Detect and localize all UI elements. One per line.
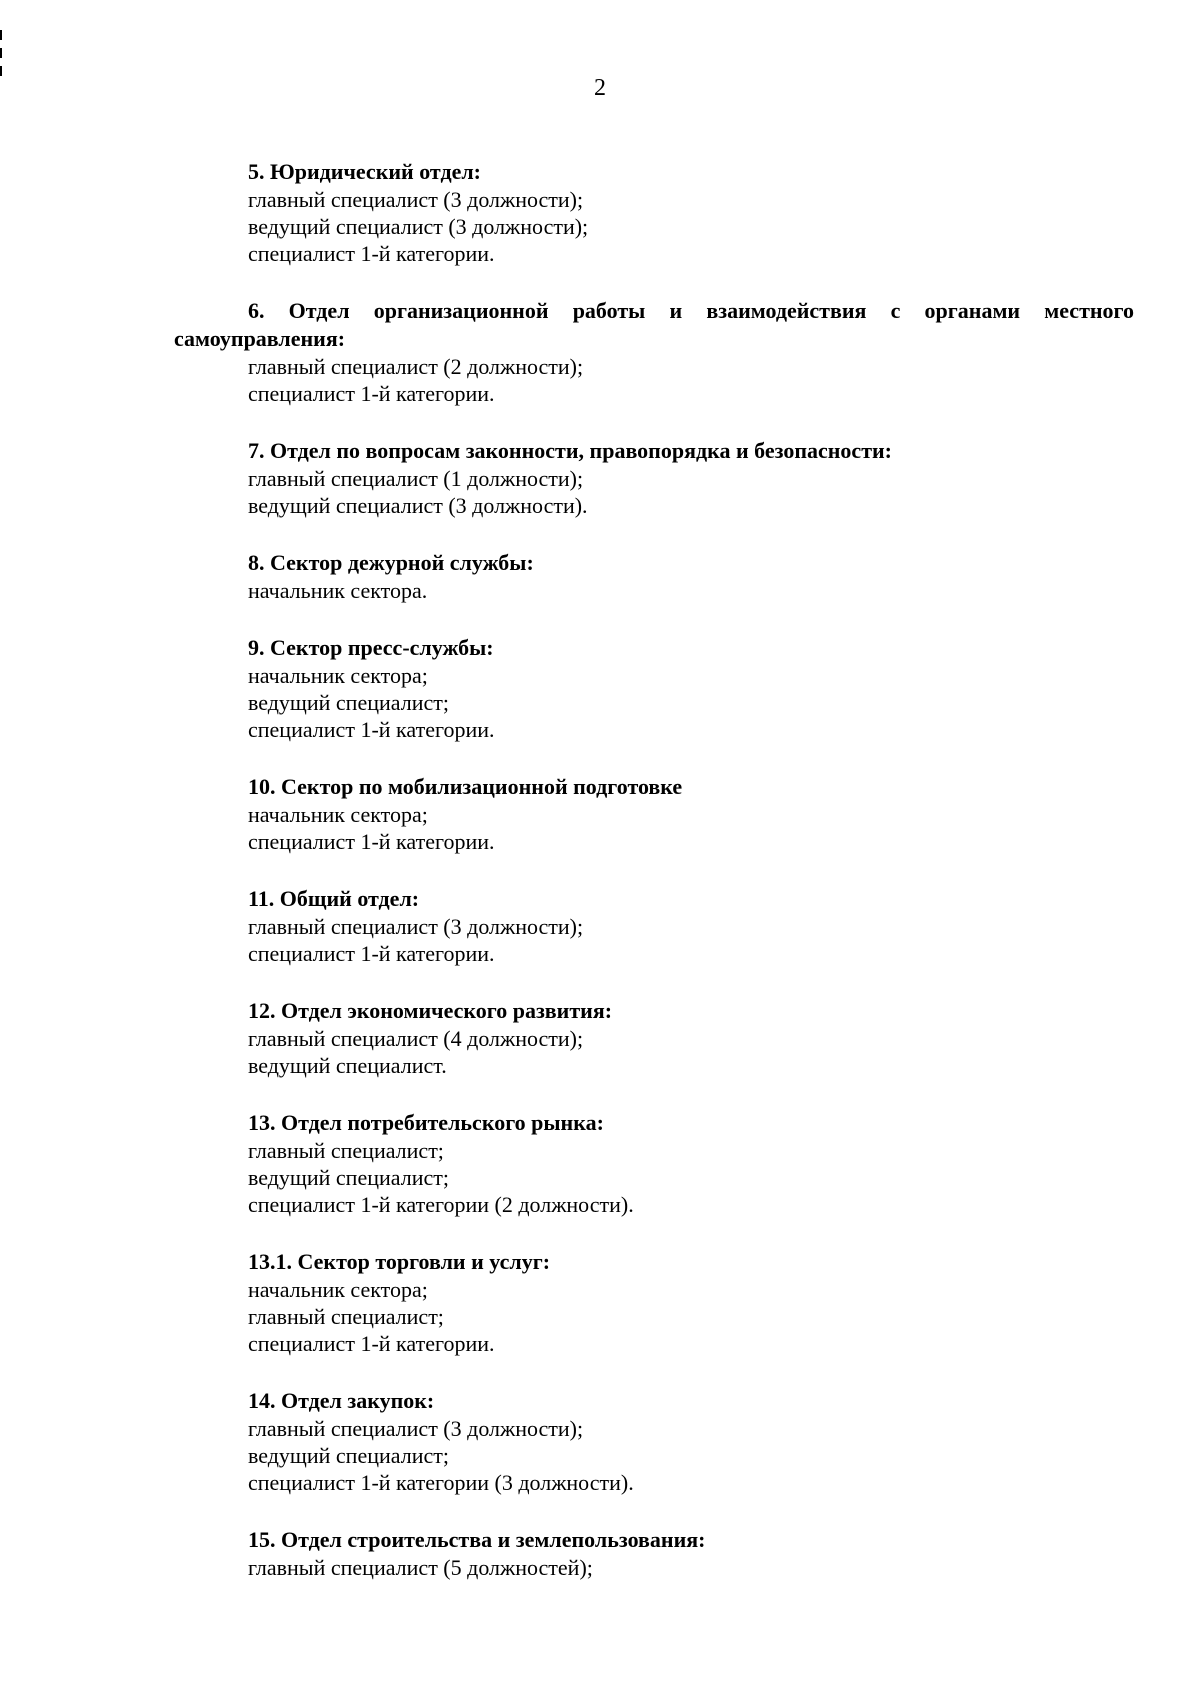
- position-item: ведущий специалист (3 должности).: [248, 493, 588, 518]
- section-title: 5. Юридический отдел:: [248, 159, 482, 184]
- position-item: начальник сектора.: [248, 578, 428, 603]
- position-item: специалист 1-й категории.: [248, 241, 495, 266]
- position-item: ведущий специалист (3 должности);: [248, 214, 589, 239]
- scan-mark: [0, 48, 2, 58]
- section-mobilization: [174, 773, 1134, 855]
- section-title-line-2: самоуправления:: [174, 326, 346, 351]
- position-item: специалист 1-й категории.: [248, 1331, 495, 1356]
- position-item: специалист 1-й категории (3 должности).: [248, 1470, 634, 1495]
- position-item: главный специалист (1 должности);: [248, 466, 584, 491]
- position-item: главный специалист (3 должности);: [248, 187, 584, 212]
- section-title: 12. Отдел экономического развития:: [248, 998, 613, 1023]
- page-number: 2: [594, 75, 606, 101]
- position-item: специалист 1-й категории.: [248, 717, 495, 742]
- section-title: 10. Сектор по мобилизационной подготовке: [248, 774, 683, 799]
- position-item: главный специалист (3 должности);: [248, 1416, 584, 1441]
- section-law-order-security: [174, 437, 1134, 519]
- position-item: главный специалист (3 должности);: [248, 914, 584, 939]
- position-item: специалист 1-й категории (2 должности).: [248, 1192, 634, 1217]
- section-trade-services: [174, 1248, 1134, 1357]
- document-body: [174, 158, 1134, 1611]
- position-item: специалист 1-й категории.: [248, 381, 495, 406]
- position-item: главный специалист;: [248, 1304, 444, 1329]
- position-item: главный специалист (2 должности);: [248, 354, 584, 379]
- section-title: 13.1. Сектор торговли и услуг:: [248, 1249, 551, 1274]
- section-title: 13. Отдел потребительского рынка:: [248, 1110, 604, 1135]
- position-item: главный специалист;: [248, 1138, 444, 1163]
- position-item: ведущий специалист;: [248, 1443, 449, 1468]
- position-item: специалист 1-й категории.: [248, 941, 495, 966]
- position-item: ведущий специалист.: [248, 1053, 447, 1078]
- position-item: специалист 1-й категории.: [248, 829, 495, 854]
- position-item: главный специалист (5 должностей);: [248, 1555, 593, 1580]
- section-general-department: [174, 885, 1134, 967]
- section-duty-service: [174, 549, 1134, 604]
- section-title: 7. Отдел по вопросам законности, правопорядка и безопасности:: [248, 438, 893, 463]
- position-item: ведущий специалист;: [248, 1165, 449, 1190]
- scan-mark: [0, 30, 2, 40]
- section-organizational-department: [174, 297, 1134, 407]
- section-title: 11. Общий отдел:: [248, 886, 420, 911]
- section-press-service: [174, 634, 1134, 743]
- section-title: 15. Отдел строительства и землепользования:: [248, 1527, 706, 1552]
- position-item: начальник сектора;: [248, 663, 428, 688]
- position-item: начальник сектора;: [248, 802, 428, 827]
- section-economic-development: [174, 997, 1134, 1079]
- section-title-line-1: 6. Отдел организационной работы и взаимодействия с органами местного: [248, 298, 1134, 323]
- section-title: 9. Сектор пресс-службы:: [248, 635, 494, 660]
- section-procurement: [174, 1387, 1134, 1496]
- section-consumer-market: [174, 1109, 1134, 1218]
- position-item: ведущий специалист;: [248, 690, 449, 715]
- section-legal-department: [174, 158, 1134, 267]
- section-title: 14. Отдел закупок:: [248, 1388, 435, 1413]
- position-item: начальник сектора;: [248, 1277, 428, 1302]
- position-item: главный специалист (4 должности);: [248, 1026, 584, 1051]
- section-title: 8. Сектор дежурной службы:: [248, 550, 534, 575]
- section-construction-land-use: [174, 1526, 1134, 1581]
